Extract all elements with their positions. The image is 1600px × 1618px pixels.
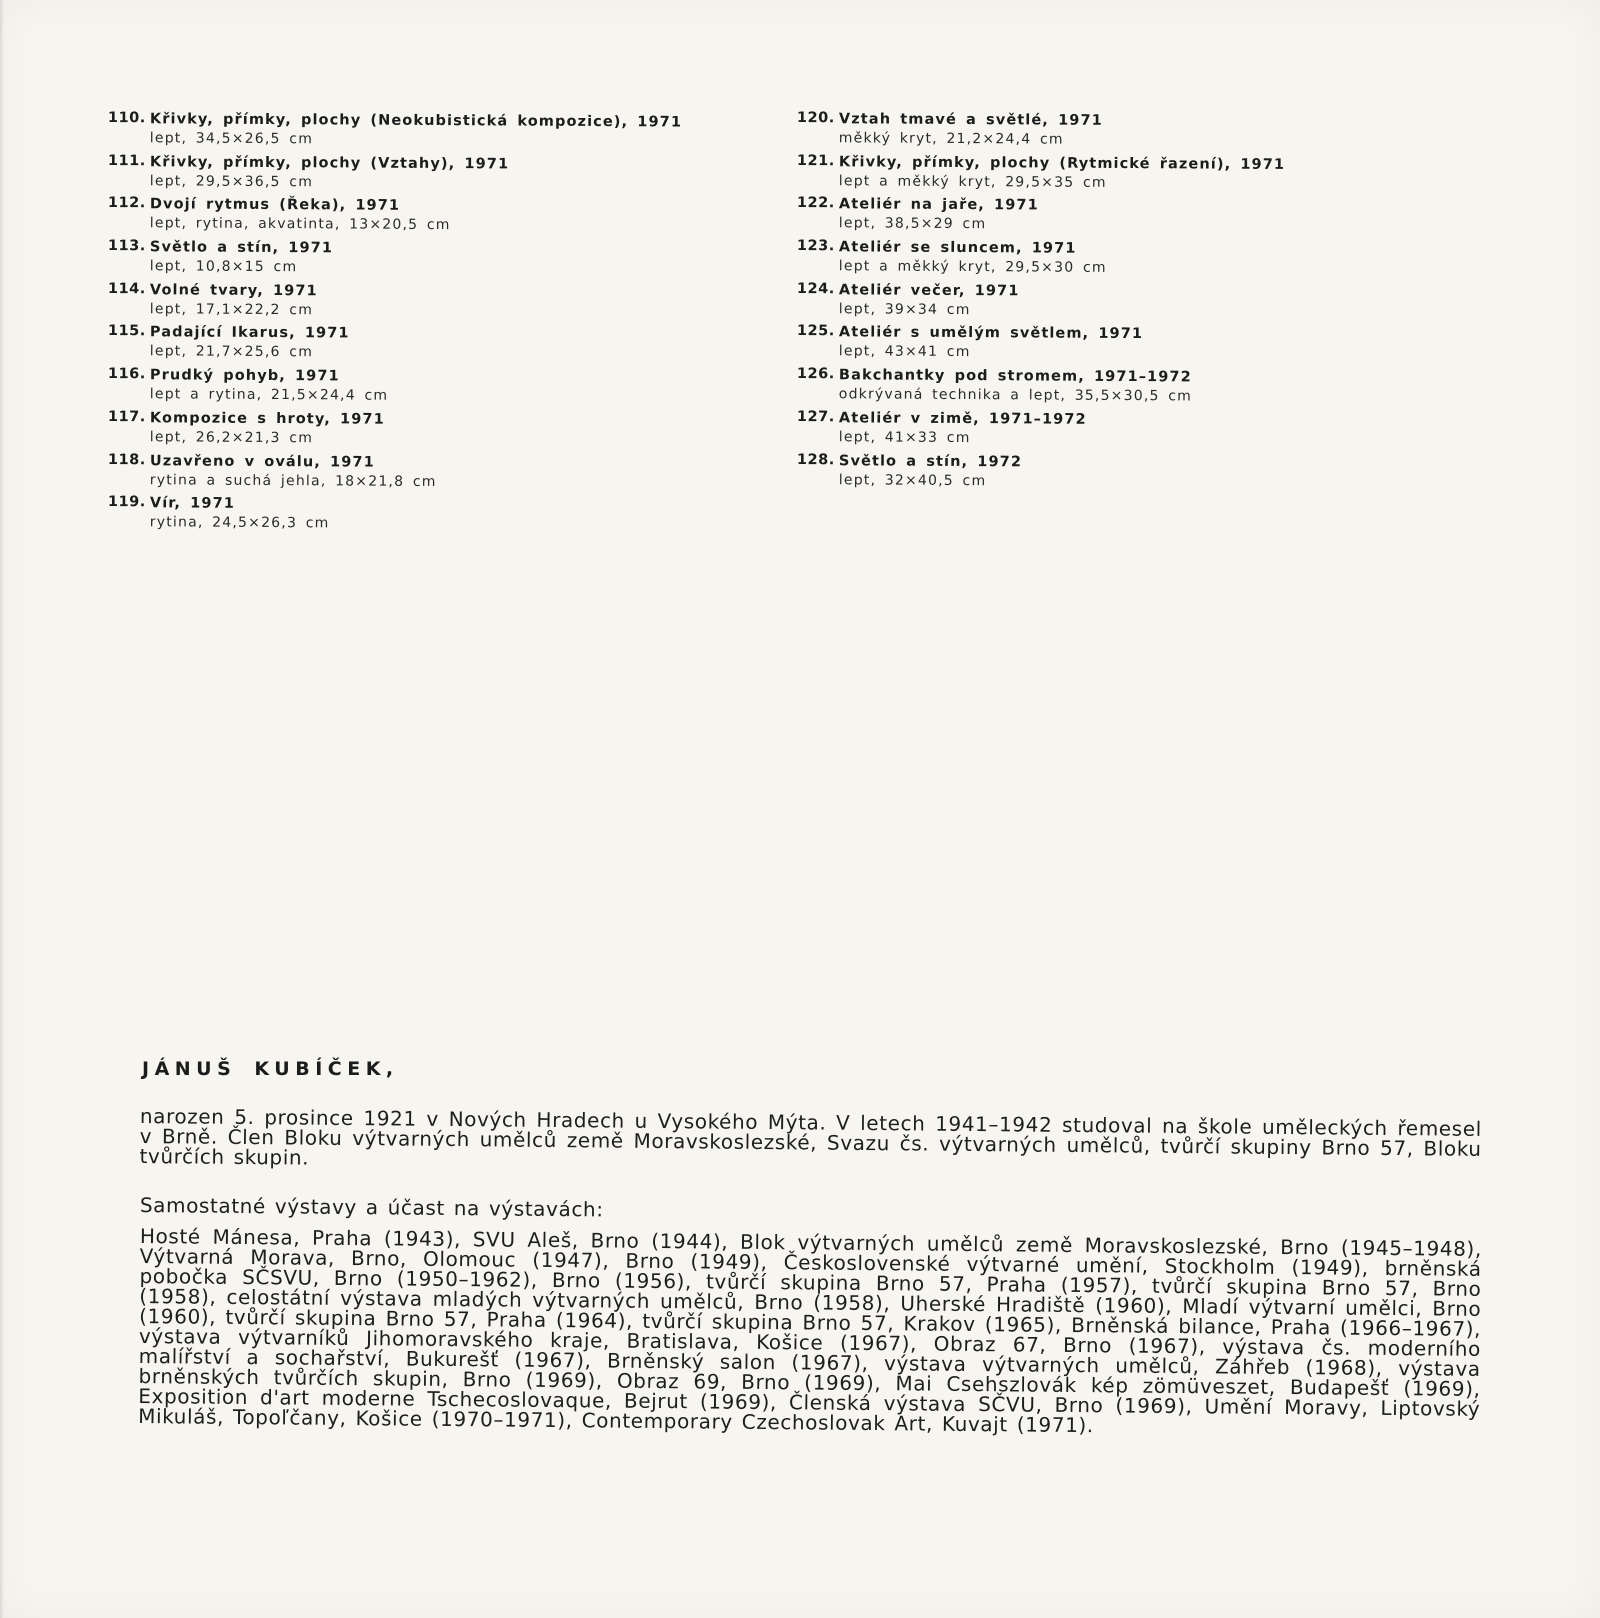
catalog-entry: [108, 153, 708, 199]
catalog-entry-technique: lept, 39×34 cm: [838, 301, 971, 318]
catalog-entry-title: Ateliér na jaře, 1971: [838, 196, 1039, 214]
catalog-entry-number: 120.: [796, 110, 835, 127]
artist-name: JÁNUŠ KUBÍČEK,: [142, 1058, 399, 1080]
catalog-entry-technique: rytina, 24,5×26,3 cm: [149, 514, 330, 532]
catalog-list-right: [796, 110, 1286, 494]
catalog-entry: [797, 110, 1257, 155]
catalog-entry-technique: lept, 32×40,5 cm: [838, 471, 987, 489]
catalog-entry-technique: lept, 26,2×21,3 cm: [149, 429, 314, 447]
catalog-entry: [108, 494, 708, 540]
catalog-entry-technique: lept, 29,5×36,5 cm: [149, 172, 314, 190]
catalog-entry: [108, 323, 708, 369]
catalog-entry: [108, 452, 708, 498]
catalog-entry: [108, 238, 708, 284]
catalog-entry-title: Kompozice s hroty, 1971: [149, 410, 385, 428]
catalog-entry-title: Světlo a stín, 1971: [149, 239, 334, 257]
catalog-entry-number: 127.: [796, 408, 835, 426]
catalog-entry: [797, 238, 1257, 283]
catalog-entry: [797, 323, 1257, 368]
catalog-entry-technique: lept, 21,7×25,6 cm: [149, 343, 314, 361]
catalog-entry: [108, 409, 708, 455]
catalog-entry-technique: lept a rytina, 21,5×24,4 cm: [149, 386, 389, 404]
catalog-entry-title: Padající Ikarus, 1971: [149, 324, 350, 342]
catalog-entry-number: 118.: [107, 451, 146, 468]
catalog-entry-number: 121.: [796, 152, 835, 169]
exhibitions-heading: Samostatné výstavy a účast na výstavách:: [139, 1193, 604, 1222]
catalog-entry-number: 122.: [796, 195, 835, 212]
catalog-entry-number: 125.: [796, 323, 835, 340]
catalog-entry-technique: měkký kryt, 21,2×24,4 cm: [838, 130, 1064, 148]
catalog-entry-number: 126.: [796, 366, 835, 383]
catalog-list-left: [108, 110, 708, 537]
catalog-entry-title: Vír, 1971: [149, 495, 236, 512]
catalog-entry-title: Křivky, přímky, plochy (Vztahy), 1971: [149, 153, 510, 173]
catalog-entry-title: Ateliér se sluncem, 1971: [838, 239, 1077, 257]
catalog-entry-title: Světlo a stín, 1972: [838, 452, 1023, 470]
catalog-entry-title: Křivky, přímky, plochy (Neokubistická kompozice), 1971: [149, 111, 683, 131]
catalog-entry-title: Uzavřeno v oválu, 1971: [149, 452, 375, 471]
catalog-entry-technique: lept, 10,8×15 cm: [149, 258, 298, 276]
catalog-entry-number: 124.: [796, 280, 835, 297]
catalog-entry-technique: lept, 38,5×29 cm: [838, 215, 987, 233]
catalog-entry-title: Dvojí rytmus (Řeka), 1971: [149, 196, 401, 215]
catalog-entry: [108, 366, 708, 412]
catalog-entry-technique: lept, 43×41 cm: [838, 343, 971, 361]
catalog-entry-title: Volné tvary, 1971: [149, 282, 318, 300]
catalog-entry-technique: lept, rytina, akvatinta, 13×20,5 cm: [149, 215, 451, 234]
catalog-entry-number: 111.: [107, 152, 146, 169]
catalog-entry-title: Ateliér večer, 1971: [838, 282, 1020, 300]
catalog-entry-number: 113.: [107, 238, 146, 255]
catalog-entry-title: Křivky, přímky, plochy (Rytmické řazení), 1971: [838, 153, 1286, 173]
catalog-entry: [797, 452, 1257, 497]
catalog-entry-technique: lept, 41×33 cm: [838, 429, 971, 446]
catalog-entry: [797, 366, 1257, 411]
catalog-entry: [797, 195, 1257, 240]
catalog-entry-number: 116.: [107, 366, 146, 383]
catalog-entry: [108, 195, 708, 241]
catalog-entry-technique: odkrývaná technika a lept, 35,5×30,5 cm: [838, 386, 1193, 405]
catalog-entry-number: 112.: [107, 195, 146, 212]
catalog-entry-title: Vztah tmavé a světlé, 1971: [838, 111, 1103, 129]
catalog-entry-number: 119.: [107, 494, 146, 511]
catalog-entry: [108, 281, 708, 327]
catalog-entry-technique: lept a měkký kryt, 29,5×35 cm: [838, 172, 1107, 191]
catalog-entry-technique: lept a měkký kryt, 29,5×30 cm: [838, 258, 1107, 276]
catalog-entry: [108, 110, 708, 156]
catalog-entry-number: 114.: [107, 280, 146, 297]
page-fold-shadow: [0, 0, 4, 1618]
catalog-entry-title: Bakchantky pod stromem, 1971–1972: [838, 367, 1192, 386]
catalog-entry-number: 117.: [107, 408, 146, 426]
catalog-entry: [797, 409, 1257, 454]
catalog-entry: [797, 281, 1257, 326]
catalog-entry-title: Ateliér v zimě, 1971–1972: [838, 410, 1087, 428]
catalog-entry-technique: lept, 17,1×22,2 cm: [149, 301, 314, 319]
catalog-entry: [796, 152, 1286, 198]
catalog-entry-technique: lept, 34,5×26,5 cm: [149, 130, 314, 148]
exhibitions-list: Hosté Mánesa, Praha (1943), SVU Aleš, Brno (1944), Blok výtvarných umělců země Moravskoslezské, Brno (1945–1948), Výtvarná Morava, Brno, Olomouc (1947), Brno (1949), Československé výtvarné umění, Stockholm (1949), brněnská pobočka SČSVU, Brno (1950–1962), Brno (1956), tvůrčí skupina Brno 57, Praha (1957), tvůrčí skupina Brno 57, Brno (1958), celostátní výstava mladých výtvarných umělců, Brno (1958), Uherské Hradiště (1960), Mladí výtvarní umělci, Brno (1960), tvůrčí skupina Brno 57, Praha (1964), tvůrčí skupina Brno 57, Krakov (1965), Brněnská bilance, Praha (1966–1967), výstava výtvarníků Jihomoravského kraje, Bratislava, Košice (1967), Obraz 67, Brno (1967), výstava čs. moderního malířství a sochařství, Bukurešť (1967), Brněnský salon (1967), výstava výtvarných umělců, Záhřeb (1968), výstava brněnských tvůrčích skupin, Brno (1969), Obraz 69, Brno (1969), Mai Csehszlovák kép zömüveszet, Budapešť (1969), Exposition d'art moderne Tschecoslovaque, Bejrut (1969), Členská výstava SČVU, Brno (1969), Umění Moravy, Liptovský Mikuláš, Topoľčany, Košice (1970–1971), Contemporary Czechoslovak Art, Kuvajt (1971).: [138, 1224, 1482, 1438]
catalog-entry-number: 123.: [796, 238, 835, 255]
catalog-entry-title: Prudký pohyb, 1971: [149, 367, 340, 385]
artist-biography: narozen 5. prosince 1921 v Nových Hradech u Vysokého Mýta. V letech 1941–1942 studoval na škole uměleckých řemesel v Brně. Člen Bloku výtvarných umělců země Moravskoslezské, Svazu čs. výtvarných umělců, tvůrčí skupiny Brno 57, Bloku tvůrčích skupin.: [139, 1104, 1482, 1170]
catalog-entry-title: Ateliér s umělým světlem, 1971: [838, 324, 1144, 343]
catalog-entry-number: 115.: [107, 323, 146, 340]
catalog-entry-number: 110.: [107, 110, 146, 127]
catalog-entry-number: 128.: [796, 451, 835, 468]
catalog-entry-technique: rytina a suchá jehla, 18×21,8 cm: [149, 471, 437, 490]
